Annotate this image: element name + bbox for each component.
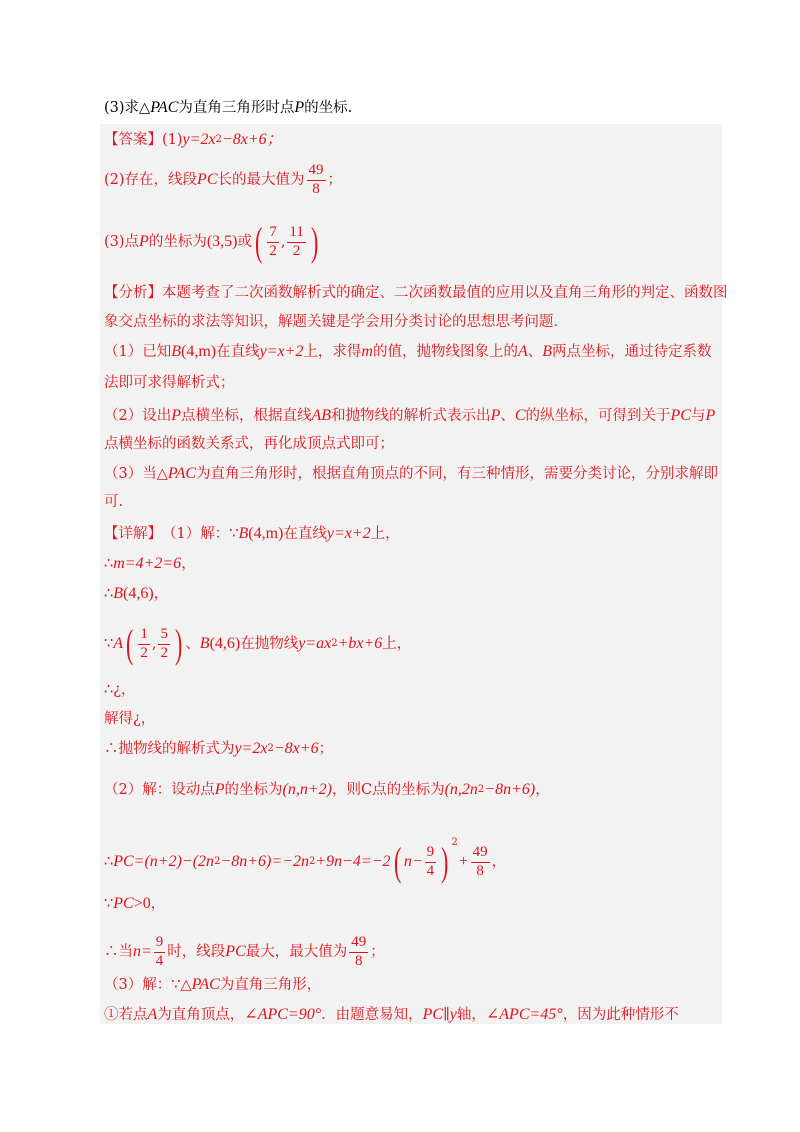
detail-line-2 — [104, 556, 724, 572]
text-answer-a2-num: 49 — [307, 163, 326, 181]
text-detail-d4-e: (4,6) — [209, 635, 241, 652]
text-detail-d9-a: ∴ — [104, 853, 114, 870]
text-answer-a1-sup: 2 — [215, 134, 222, 145]
text-q3-p: P — [294, 99, 305, 116]
text-detail-d11-e: 最大，最大值为 — [245, 944, 348, 960]
text-detail-d8-f: C — [360, 781, 373, 798]
detail-line-11 — [104, 935, 724, 970]
text-analysis-p1-a: （1）已知 — [104, 343, 172, 360]
text-answer-a1-rest: −8x+6； — [221, 131, 283, 148]
text-detail-d11-d2: 8 — [355, 952, 363, 969]
text-detail-d4-n1: 1 — [138, 627, 150, 645]
text-detail-d7-b: y=2x — [234, 740, 268, 757]
parenthesis: ( — [254, 219, 263, 264]
text-analysis-p2-j: PC — [670, 407, 691, 424]
text-analysis-p2-i: 的纵坐标，可得到关于 — [525, 407, 671, 424]
text-detail-d11-f: ； — [370, 944, 385, 960]
text-analysis-p1-e: y=x+2 — [259, 343, 304, 360]
text-analysis-p2-e: 和抛物线的解析式表示出 — [331, 407, 491, 424]
text-analysis-p3-2: 可. — [104, 494, 124, 510]
text-detail-d9-d: +9n−4=−2 — [315, 853, 391, 870]
text-detail-d10-b: PC — [113, 895, 134, 912]
detail-line-10 — [104, 896, 724, 912]
answer-line-3 — [104, 219, 724, 264]
text-detail-d13-d: ∠APC=90° — [244, 1006, 322, 1023]
text-analysis-l2: 象交点坐标的求法等知识，解题关键是学会用分类讨论的思想思考问题. — [104, 314, 559, 330]
text-answer-a1-prefix: (1) — [162, 131, 183, 148]
text-analysis-p2-2: 点横坐标的函数关系式，再化成顶点式即可； — [104, 436, 394, 452]
text-detail-d11-b: n= — [133, 943, 152, 961]
text-q3-prefix: (3)求 — [104, 99, 140, 116]
text-analysis-p2-k: 与 — [690, 407, 706, 424]
detail-line-13 — [104, 1007, 724, 1023]
text-detail-d9-f: + — [457, 853, 469, 870]
text-detail-d8-e: ，则 — [331, 781, 361, 798]
text-detail-d3-c: (4,6) — [123, 585, 154, 602]
text-detail-d4-d: B — [199, 635, 210, 652]
text-detail-d9-d1: 4 — [426, 862, 435, 879]
parenthesis: ( — [126, 621, 134, 666]
text-detail-d1-f: y=x+2 — [326, 525, 371, 542]
fraction — [154, 935, 166, 970]
text-detail-d9-n2: 49 — [471, 845, 490, 863]
text-detail-d8-b: P — [214, 781, 225, 798]
text-analysis-p2-d: AB — [311, 407, 332, 424]
answer-line-1 — [104, 132, 724, 148]
text-detail-d4-comma: , — [151, 635, 157, 652]
text-answer-a3-mid: 的坐标为 — [148, 233, 207, 250]
text-detail-d5: ∴¿， — [104, 682, 136, 698]
text-analysis-p1-j: 、 — [527, 343, 543, 360]
text-detail-d13-f: PC — [422, 1006, 444, 1023]
text-detail-d12-pac: PAC — [191, 976, 220, 993]
text-answer-a2-end: ； — [327, 172, 342, 188]
text-answer-a3-p: P — [139, 233, 149, 250]
text-analysis-p3-tri: △ — [156, 465, 168, 482]
text-detail-d1-b: ∵ — [229, 525, 239, 542]
text-analysis-p1-i: A — [517, 343, 528, 360]
text-analysis-p2-b: P — [171, 407, 182, 424]
text-detail-d4-b: A — [113, 635, 124, 652]
text-detail-d3-d: ， — [153, 585, 169, 602]
text-analysis-p2-g: 、 — [500, 407, 515, 424]
text-detail-d2-c: ， — [181, 555, 196, 572]
text-detail-d4-a: ∵ — [104, 635, 114, 652]
text-answer-a2-prefix: (2)存在，线段 — [104, 172, 198, 188]
text-detail-d7-c: −8x+6 — [273, 740, 319, 757]
parenthesis: ( — [393, 839, 401, 884]
analysis-step-1 — [104, 344, 724, 360]
text-detail-d10-d: ， — [150, 895, 166, 912]
text-detail-d2-a: ∴ — [104, 555, 114, 572]
text-analysis-p2-l: P — [705, 407, 716, 424]
text-detail-d3-b: B — [113, 585, 124, 602]
text-analysis-p2-h: C — [514, 407, 526, 424]
text-detail-d9-g: ， — [491, 853, 507, 870]
text-detail-d9-n1: 9 — [425, 845, 437, 863]
text-detail-d6: 解得¿， — [104, 711, 156, 727]
text-detail-d1-e: 在直线 — [283, 525, 327, 542]
text-detail-d13-j: ∠APC=45° — [485, 1006, 563, 1023]
text-detail-d8-h: (n,2n — [444, 781, 478, 798]
text-detail-d10-c: >0 — [133, 895, 151, 912]
text-detail-d1-c: B — [238, 525, 249, 542]
text-detail-d8-g: 点的坐标为 — [372, 781, 445, 798]
parenthesis: ) — [441, 839, 449, 884]
text-detail-d8-d: (n,n+2) — [282, 781, 332, 798]
fraction — [471, 845, 490, 880]
text-detail-d13-h: y — [449, 1006, 457, 1023]
text-analysis-p1-k: B — [542, 343, 553, 360]
text-detail-d4-f: 在抛物线 — [240, 635, 299, 652]
text-analysis-p1-l: 两点坐标，通过待定系数 — [552, 343, 712, 360]
text-analysis-p1-f: 上，求得 — [303, 343, 362, 360]
analysis-step-3 — [104, 466, 724, 482]
text-detail-d11-n1: 9 — [154, 935, 166, 953]
text-detail-d4-g: y=ax — [298, 635, 332, 652]
text-detail-d12-c: 为直角三角形， — [219, 976, 322, 993]
text-analysis-l1: 本题考查了二次函数解析式的确定、二次函数最值的应用以及直角三角形的判定、函数图 — [162, 285, 728, 301]
text-detail-d4-c: 、 — [185, 635, 200, 652]
detail-line-3 — [104, 586, 724, 602]
detail-line-7 — [104, 741, 724, 757]
text-analysis-p1-2: 法即可求得解析式； — [104, 375, 235, 391]
detail-line-6 — [104, 712, 724, 727]
analysis-line-1 — [104, 285, 728, 301]
text-analysis-p3-b: 为直角三角形时，根据直角顶点的不同，有三种情形，需要分类讨论，分别求解即 — [196, 465, 719, 482]
text-q3-pac: PAC — [150, 99, 179, 116]
text-detail-d4-d2: 2 — [160, 644, 168, 661]
text-detail-d13-e: ．由题意易知， — [321, 1006, 423, 1023]
text-detail-d9-e: n− — [403, 853, 423, 870]
text-answer-a3-d2: 2 — [292, 242, 301, 259]
text-analysis-p2-a: （2）设出 — [104, 407, 172, 424]
text-detail-d9-c: −8n+6)=−2n — [220, 853, 309, 870]
text-analysis-p1-h: 的值，抛物线图象上的 — [372, 343, 518, 360]
text-detail-d12-a: （3）解： — [104, 976, 172, 993]
text-analysis-p1-c: (4,m) — [181, 343, 217, 360]
fraction — [425, 845, 437, 880]
analysis-line-2 — [104, 315, 724, 330]
analysis-step-2-cont — [104, 437, 724, 452]
text-detail-d13-k: ，因为此种情形不 — [562, 1006, 679, 1023]
text-detail-d2-b: m=4+2=6 — [113, 555, 182, 572]
text-detail-d1-d: (4,m) — [248, 525, 284, 542]
text-answer-a3-pt: (3,5) — [206, 233, 238, 250]
text-detail-d11-a: ∴当 — [104, 944, 133, 960]
parenthesis: ) — [310, 219, 319, 264]
text-detail-d4-n2: 5 — [158, 627, 170, 645]
text-analysis-p3-a: （3）当 — [104, 465, 157, 482]
text-detail-d1-a: （1）解： — [162, 525, 230, 542]
text-answer-a3-n1: 7 — [267, 225, 279, 243]
detail-line-5 — [104, 683, 724, 698]
text-answer-a3-comma: , — [280, 233, 286, 250]
analysis-tag: 【分析】 — [104, 285, 162, 301]
text-detail-d8-a: （2）解：设动点 — [104, 781, 215, 798]
analysis-step-1-cont — [104, 376, 724, 391]
analysis-step-3-cont — [104, 495, 724, 510]
text-detail-d11-d1: 4 — [155, 952, 164, 969]
text-q3-end: 的坐标. — [304, 99, 353, 116]
text-detail-d13-a: ①若点 — [104, 1006, 148, 1023]
text-detail-d7-a: ∴抛物线的解析式为 — [104, 740, 235, 757]
text-detail-d11-c: 时，线段 — [167, 944, 226, 960]
text-q3-tri: △ — [139, 99, 151, 116]
text-detail-d7-d: ； — [318, 740, 334, 757]
detail-line-12 — [104, 977, 724, 993]
text-detail-d8-j: ， — [535, 781, 550, 798]
text-detail-d8-i: −8n+6) — [484, 781, 536, 798]
text-detail-d12-b: ∵ — [171, 976, 181, 993]
analysis-step-2 — [104, 408, 724, 424]
text-detail-d4-d1: 2 — [140, 644, 148, 661]
text-analysis-p1-g: m — [361, 343, 373, 360]
text-analysis-p2-c: 点横坐标，根据直线 — [181, 407, 312, 424]
answer-line-2 — [104, 163, 724, 198]
text-analysis-p3-pac: PAC — [167, 465, 197, 482]
text-detail-d11-d: PC — [225, 943, 246, 961]
text-detail-d9-sup2: 2 — [308, 856, 316, 867]
text-answer-a2-pc: PC — [197, 171, 218, 189]
answer-tag: 【答案】 — [104, 131, 162, 148]
text-detail-d7-sup: 2 — [267, 743, 274, 754]
text-answer-a3-prefix: (3)点 — [104, 233, 140, 250]
text-detail-d13-c: 为直角顶点， — [157, 1006, 245, 1023]
fraction — [267, 225, 279, 260]
text-detail-d13-b: A — [147, 1006, 158, 1023]
fraction — [138, 627, 150, 662]
text-detail-d9-sup1: 2 — [214, 856, 221, 867]
question-3 — [104, 100, 724, 116]
fraction — [349, 935, 368, 970]
text-detail-d4-i: 上， — [382, 635, 412, 652]
text-detail-d9-d2: 8 — [476, 862, 484, 879]
text-detail-d9-sup3: 2 — [451, 837, 458, 848]
text-answer-a3-n2: 11 — [287, 225, 305, 243]
text-answer-a3-or: 或 — [237, 233, 252, 250]
text-detail-d9-b: PC=(n+2)−(2n — [113, 853, 215, 870]
text-detail-d1-g: 上， — [370, 525, 400, 542]
text-q3-mid: 为直角三角形时点 — [178, 99, 295, 116]
detail-line-4 — [104, 621, 724, 666]
text-detail-d4-h: +bx+6 — [337, 635, 383, 652]
text-detail-d10-a: ∵ — [104, 895, 114, 912]
parenthesis: ) — [174, 621, 183, 666]
text-detail-d3-a: ∴ — [104, 585, 114, 602]
text-detail-d12-tri: △ — [180, 976, 192, 993]
text-answer-a1-formula: y=2x — [182, 131, 216, 148]
text-detail-d8-sup: 2 — [477, 784, 485, 795]
text-detail-d4-sup: 2 — [331, 638, 338, 649]
fraction — [287, 225, 305, 260]
text-detail-d13-g: ∥ — [443, 1006, 450, 1023]
text-answer-a2-den: 8 — [312, 180, 320, 197]
text-answer-a2-mid: 长的最大值为 — [217, 172, 305, 188]
text-detail-d11-n2: 49 — [349, 935, 368, 953]
text-detail-d13-i: 轴， — [456, 1006, 486, 1023]
detail-line-1 — [104, 526, 724, 542]
fraction-49-8 — [307, 163, 326, 198]
detail-line-8 — [104, 782, 724, 798]
detail-line-9 — [104, 837, 724, 884]
text-analysis-p2-f: P — [490, 407, 501, 424]
text-answer-a3-d1: 2 — [269, 242, 277, 259]
fraction — [158, 627, 170, 662]
text-detail-d8-c: 的坐标为 — [224, 781, 283, 798]
detail-tag: 【详解】 — [104, 525, 162, 542]
text-analysis-p1-b: B — [171, 343, 182, 360]
text-analysis-p1-d: 在直线 — [216, 343, 260, 360]
